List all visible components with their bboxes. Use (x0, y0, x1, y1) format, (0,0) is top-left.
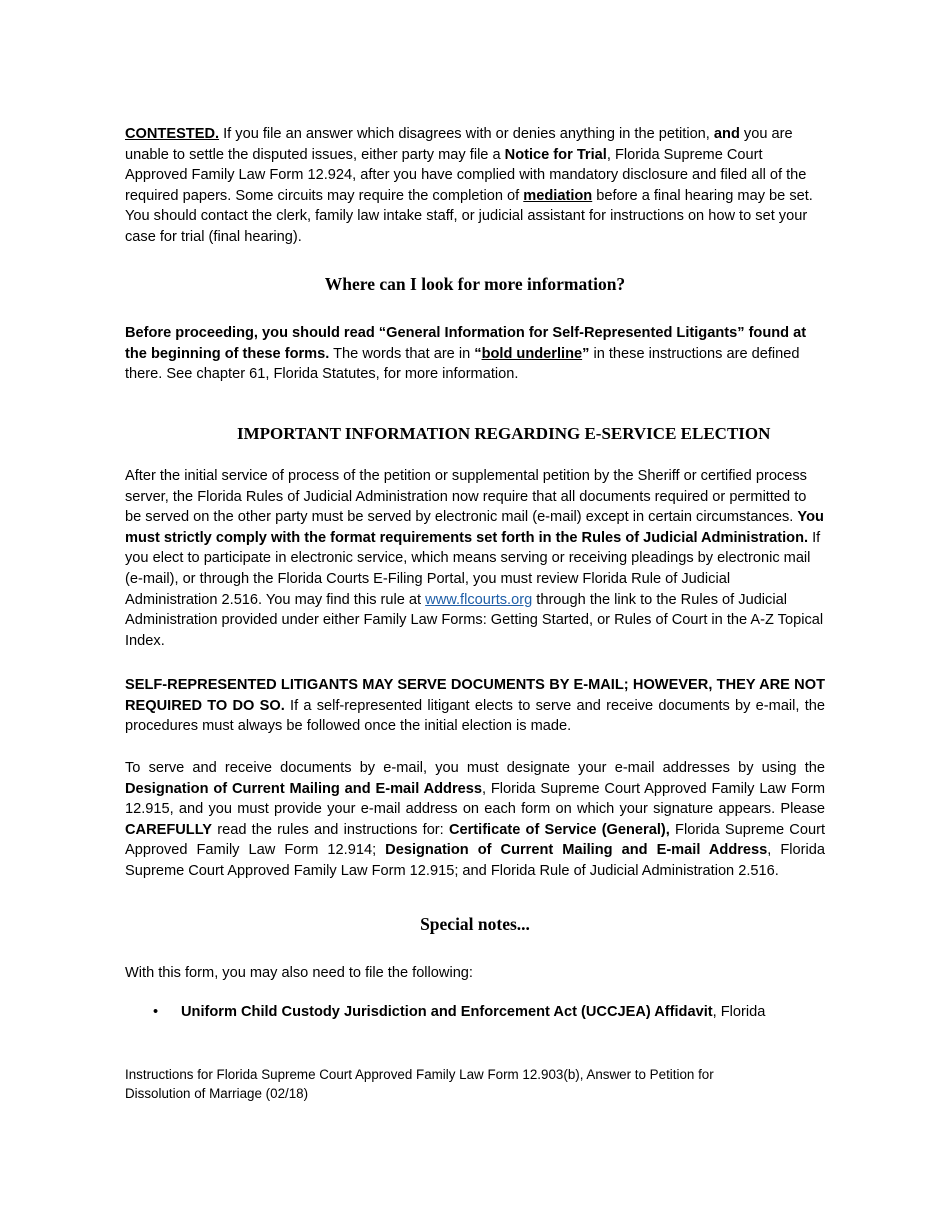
eservice-paragraph-3: To serve and receive documents by e-mail, you must designate your e-mail addresses by using the Designation of Current Mailing and E-mail Address, Florida Supreme Court Approved Family Law Form 12.915, and you must provide your e-mail address on each form on which your signature appears. Please CAREFULLY read the rules and instructions for: Certificate of Service (General), Florida Supreme Court Approved Family Law Form 12.914; Designation of Current Mailing and E-mail Address, Florida Supreme Court Approved Family Law Form 12.915; and Florida Rule of Judicial Administration 2.516. (125, 760, 826, 879)
mediation-term: mediation (523, 187, 593, 204)
bold-underline-term: bold underline (481, 345, 583, 362)
notice-for-trial-term: Notice for Trial (504, 146, 607, 163)
special-notes-intro: With this form, you may also need to file the following: (125, 965, 473, 981)
contested-label: CONTESTED. (125, 126, 220, 142)
contested-paragraph: CONTESTED. If you file an answer which disagrees with or denies anything in the petition, and you are unable to settle the disputed issues, either party may file a Notice for Trial, Florida Supreme Court Approved Family Law Form 12.924, after you have complied with mandatory disclosure and filed all of the required papers. Some circuits may require the completion of mediation before a final hearing may be set. You should contact the clerk, family law intake staff, or judicial assistant for instructions on how to set your case for trial (final hearing). (125, 126, 813, 245)
flcourts-link[interactable]: www.flcourts.org (425, 591, 533, 608)
bullet-icon: • (153, 1004, 159, 1020)
footer-line-1: Instructions for Florida Supreme Court Approved Family Law Form 12.903(b), Answer to Petition for (125, 1067, 714, 1082)
footer-line-2: Dissolution of Marriage (02/18) (125, 1085, 309, 1101)
more-info-heading: Where can I look for more information? (324, 274, 626, 294)
special-notes-heading: Special notes... (420, 914, 530, 934)
uccjea-affidavit-term: Uniform Child Custody Jurisdiction and Enforcement Act (UCCJEA) Affidavit (181, 1004, 713, 1020)
eservice-paragraph-2: SELF-REPRESENTED LITIGANTS MAY SERVE DOCUMENTS BY E-MAIL; HOWEVER, THEY ARE NOT REQUIRED TO DO SO. If a self-represented litigant elects to serve and receive documents by e-mail, the procedures must always be followed once the initial election is made. (125, 677, 825, 735)
eservice-paragraph-1: After the initial service of process of the petition or supplemental petition by the Sheriff or certified process server, the Florida Rules of Judicial Administration now require that all documents required or permitted to be served on the other party must be served by electronic mail (e-mail) except in certain circumstances. You must strictly comply with the format requirements set forth in the Rules of Judicial Administration. If you elect to participate in electronic service, which means serving or receiving pleadings by electronic mail (e-mail), or through the Florida Courts E-Filing Portal, you must review Florida Rule of Judicial Administration 2.516. You may find this rule at www.flcourts.org through the link to the Rules of Judicial Administration provided under either Family Law Forms: Getting Started, or Rules of Court in the A-Z Topical Index. (125, 468, 824, 649)
page-footer (125, 1066, 825, 1103)
eservice-heading: IMPORTANT INFORMATION REGARDING E-SERVICE ELECTION (237, 424, 771, 443)
more-info-paragraph: Before proceeding, you should read “General Information for Self-Represented Litigants” found at the beginning of these forms. The words that are in “bold underline” in these instructions are defined there. See chapter 61, Florida Statutes, for more information. (125, 325, 807, 383)
document-page: CONTESTED. If you file an answer which disagrees with or denies anything in the petition, and you are unable to settle the disputed issues, either party may file a Notice for Trial, Florida Supreme Court Approved Family Law Form 12.924, after you have complied with mandatory disclosure and filed all of the required papers. Some circuits may require the completion of mediation before a final hearing may be set. You should contact the clerk, family law intake staff, or judicial assistant for instructions on how to set your case for trial (final hearing). Where can I look for more information? Before proceeding, you should read “General Information for Self-Represented Litigants” found at the beginning of these forms. The words that are in “bold underline” in these instructions are defined there. See chapter 61, Florida Statutes, for more information. IMPORTANT INFORMATION REGARDING E-SERVICE ELECTION After the initial service of process of the petition or supplemental petition by the Sheriff or certified process server, the Florida Rules of Judicial Administration now require that all documents required or permitted to be served on the other party must be served by electronic mail (e-mail) except in certain circumstances. You must strictly comply with the format requirements set forth in the Rules of Judicial Administration. If you elect to participate in electronic service, which means serving or receiving pleadings by electronic mail (e-mail), or through the Florida Courts E-Filing Portal, you must review Florida Rule of Judicial Administration 2.516. You may find this rule at www.flcourts.org through the link to the Rules of Judicial Administration provided under either Family Law Forms: Getting Started, or Rules of Court in the A-Z Topical Index. SELF-REPRESENTED LITIGANTS MAY SERVE DOCUMENTS BY E-MAIL; HOWEVER, THEY ARE NOT REQUIRED TO DO SO. If a self-represented litigant elects to serve and receive documents by e-mail, the procedures must always be followed once the initial election is made. To serve and receive documents by e-mail, you must designate your e-mail addresses by using the Designation of Current Mailing and E-mail Address, Florida Supreme Court Approved Family Law Form 12.915, and you must provide your e-mail address on each form on which your signature appears. Please CAREFULLY read the rules and instructions for: Certificate of Service (General), Florida Supreme Court Approved Family Law Form 12.914; Designation of Current Mailing and E-mail Address, Florida Supreme Court Approved Family Law Form 12.915; and Florida Rule of Judicial Administration 2.516. Special notes... With this form, you may also need to file the following: • Uniform Child Custody Jurisdiction and Enforcement Act (UCCJEA) Affidavit, Florida Instructions for Florida Supreme Court Approved Family Law Form 12.903(b), Answer to Petition for Dissolution of Marriage (02/18) (0, 0, 950, 1230)
